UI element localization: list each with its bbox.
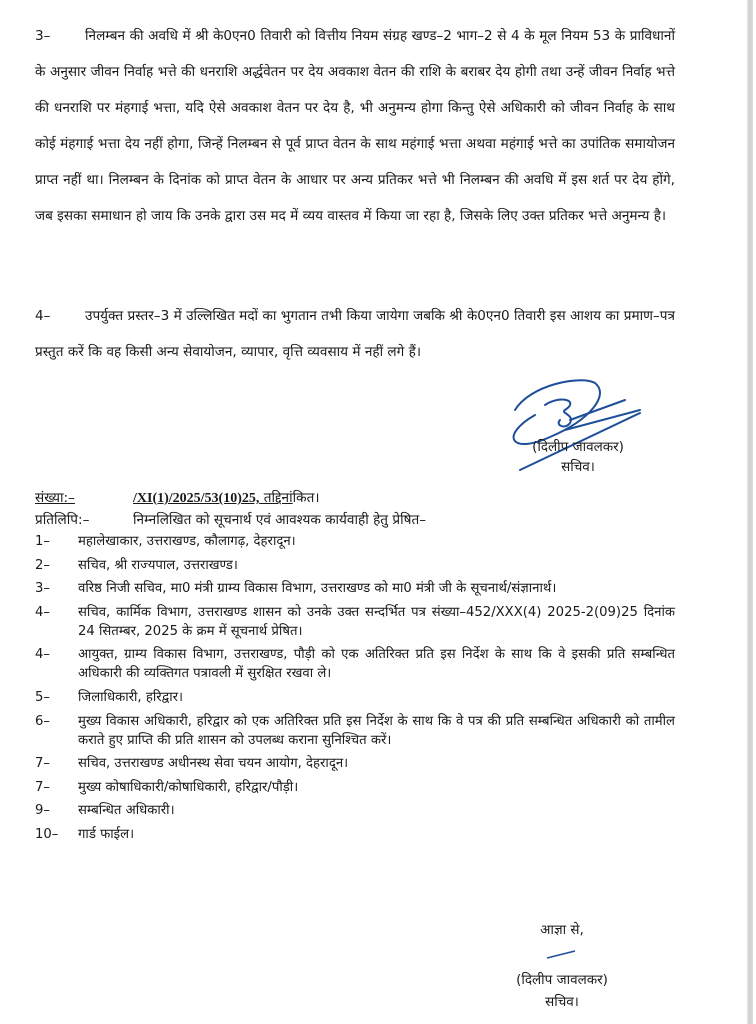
copy-label: प्रतिलिपि:– (35, 512, 90, 528)
item-number: 2– (35, 557, 50, 573)
item-number: 5– (35, 689, 50, 705)
paragraph-text: निलम्बन की अवधि में श्री के0एन0 तिवारी को वित्तीय नियम संग्रह खण्ड–2 भाग–2 से 4 के मूल नियम 53 के प्राविधानों के अनुसार जीवन निर्वाह भत्ते की धनराशि अर्द्धवेतन पर देय अवकाश वेतन की राशि के बराबर देय होगी तथा उन्हें जीवन निर्वाह भत्ते की धनराशि पर मंहगाई भत्ता, यदि ऐसे अवकाश वेतन पर देय है, भी अनुमन्य होगा किन्तु ऐसे अधिकारी को जीवन निर्वाह के साथ कोई मंहगाई भत्ता देय नहीं होगा, जिन्हें निलम्बन से पूर्व प्राप्त वेतन के साथ महंगाई भत्ता अथवा महंगाई भत्ते का उपांतिक समायोजन प्राप्त नहीं था। निलम्बन के दिनांक को प्राप्त वेतन के आधार पर अन्य प्रतिकर भत्ते भी निलम्बन की अवधि में इस शर्त पर देय होंगे, जब इसका समाधान हो जाय कि उनके द्वारा उस मद में व्यय वास्तव में किया जा रहा है, जिसके लिए उक्त प्रतिकर भत्ते अनुमन्य है। (35, 28, 675, 224)
item-number: 1– (35, 534, 50, 549)
list-item (35, 754, 675, 773)
closing-signatory-name: (दिलीप जावलकर) (516, 972, 608, 988)
reference-label: संख्या:– (35, 490, 75, 506)
page-edge-shadow (747, 0, 753, 1024)
item-number: 6– (35, 713, 50, 729)
copy-text: निम्नलिखित को सूचनार्थ एवं आवश्यक कार्यवाही हेतु प्रेषित– (133, 512, 427, 528)
signatory-name: (दिलीप जावलकर) (532, 439, 624, 455)
item-text: मुख्य कोषाधिकारी/कोषाधिकारी, हरिद्वार/पौड़ी। (78, 779, 299, 795)
list-item (35, 532, 675, 551)
paragraph-text: उपर्युक्त प्रस्तर–3 में उल्लिखित मदों का भुगतान तभी किया जायेगा जबकि श्री के0एन0 तिवारी इस आशय का प्रमाण–पत्र प्रस्तुत करें कि वह किसी अन्य सेवायोजन, व्यापार, वृत्ति व्यवसाय में नहीं लगे हैं। (35, 308, 675, 360)
reference-number: /XI(1)/2025/53(10)25, (133, 491, 260, 506)
item-number: 9– (35, 803, 50, 819)
item-number: 10– (35, 826, 59, 842)
item-text: मुख्य विकास अधिकारी, हरिद्वार को एक अतिरिक्त प्रति इस निर्देश के साथ कि वे पत्र की प्रति सम्बन्धित अधिकारी को तामील कराते हुए प्राप्ति की प्रति शासन को उपलब्ध कराना सुनिश्चित करें। (78, 713, 675, 748)
item-text: सम्बन्धित अधिकारी। (78, 803, 175, 819)
paragraph-number: 3– (35, 28, 51, 44)
item-text: सचिव, श्री राज्यपाल, उत्तराखण्ड। (78, 557, 238, 573)
item-text: महालेखाकार, उत्तराखण्ड, कौलागढ़, देहरादून। (78, 534, 296, 549)
signatory-designation: सचिव। (561, 459, 595, 475)
copy-to-line (35, 509, 426, 528)
list-item (35, 825, 675, 844)
list-item (35, 579, 675, 598)
closing-signatory-designation: सचिव। (545, 994, 579, 1010)
recipient-list (35, 532, 675, 849)
list-item (35, 688, 675, 707)
item-text: सचिव, उत्तराखण्ड अधीनस्थ सेवा चयन आयोग, देहरादून। (78, 756, 349, 772)
paragraph-3 (35, 18, 675, 234)
reference-number-line (35, 487, 320, 507)
reference-date-prefix: तद्दिनां (259, 490, 293, 506)
paragraph-number: 4– (35, 308, 51, 324)
paragraph-4 (35, 298, 675, 370)
item-number: 4– (35, 604, 50, 620)
item-number: 4– (35, 647, 50, 663)
by-order-text: आज्ञा से, (540, 922, 584, 938)
item-text: सचिव, कार्मिक विभाग, उत्तराखण्ड शासन को उनके उक्त सन्दर्भित पत्र संख्या–452/XXX(4) 2025-2(09)25 दिनांक 24 सितम्बर, 2025 के क्रम में सूचनार्थ प्रेषित। (78, 604, 675, 639)
list-item (35, 645, 675, 683)
item-text: गार्ड फाईल। (78, 826, 135, 842)
list-item (35, 801, 675, 820)
list-item (35, 603, 675, 641)
list-item (35, 556, 675, 575)
item-number: 3– (35, 581, 50, 597)
list-item (35, 778, 675, 797)
initial-stroke (545, 948, 577, 960)
item-text: वरिष्ठ निजी सचिव, मा0 मंत्री ग्राम्य विकास विभाग, उत्तराखण्ड को मा0 मंत्री जी के सूचनार्थ/संज्ञानार्थ। (78, 581, 557, 597)
list-item (35, 712, 675, 750)
item-text: जिलाधिकारी, हरिद्वार। (78, 689, 184, 705)
item-text: आयुक्त, ग्राम्य विकास विभाग, उत्तराखण्ड, पौड़ी को एक अतिरिक्त प्रति इस निर्देश के साथ कि वे इसकी प्रति सम्बन्धित अधिकारी की व्यक्तिगत पत्रावली में सुरक्षित रखवा ले। (78, 647, 675, 682)
reference-date-suffix: कित। (292, 490, 320, 506)
item-number: 7– (35, 779, 50, 795)
item-number: 7– (35, 756, 50, 772)
